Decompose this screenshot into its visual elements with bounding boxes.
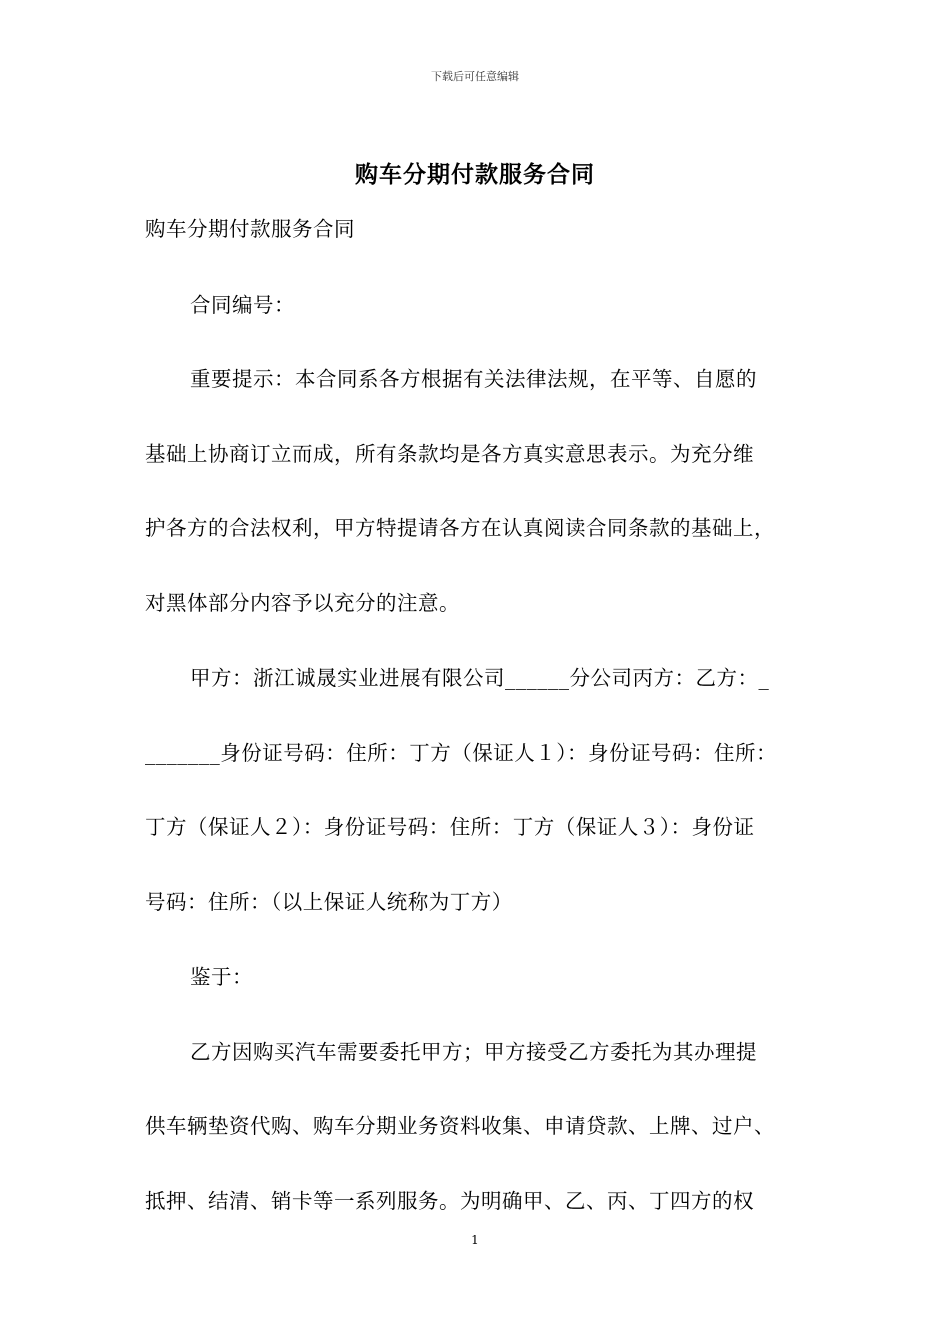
paragraph-line: _______身份证号码：住所：丁方（保证人１）：身份证号码：住所：: [145, 741, 777, 765]
paragraph-line: 抵押、结清、销卡等一系列服务。为明确甲、乙、丙、丁四方的权: [145, 1189, 754, 1213]
paragraph-line: 重要提示：本合同系各方根据有关法律法规，在平等、自愿的: [190, 367, 757, 391]
subtitle-line: 购车分期付款服务合同: [145, 217, 355, 241]
page-number: 1: [471, 1233, 479, 1247]
contract-number-line: 合同编号：: [190, 293, 295, 317]
paragraph-line: 乙方因购买汽车需要委托甲方；甲方接受乙方委托为其办理提: [190, 1040, 757, 1064]
paragraph-line: 护各方的合法权利，甲方特提请各方在认真阅读合同条款的基础上，: [145, 516, 775, 540]
paragraph-line: 供车辆垫资代购、购车分期业务资料收集、申请贷款、上牌、过户、: [145, 1114, 775, 1138]
paragraph-line: 对黑体部分内容予以充分的注意。: [145, 591, 460, 615]
header-note: 下载后可任意编辑: [431, 70, 519, 83]
paragraph-line: 鉴于：: [190, 965, 253, 989]
paragraph-line: 基础上协商订立而成，所有条款均是各方真实意思表示。为充分维: [145, 442, 754, 466]
document-title: 购车分期付款服务合同: [355, 161, 595, 188]
paragraph-line: 丁方（保证人２）：身份证号码：住所：丁方（保证人３）：身份证: [145, 815, 755, 839]
paragraph-line: 号码：住所：（以上保证人统称为丁方）: [145, 890, 513, 914]
paragraph-line: 甲方：浙江诚晟实业进展有限公司______分公司丙方：乙方：_: [190, 666, 770, 690]
